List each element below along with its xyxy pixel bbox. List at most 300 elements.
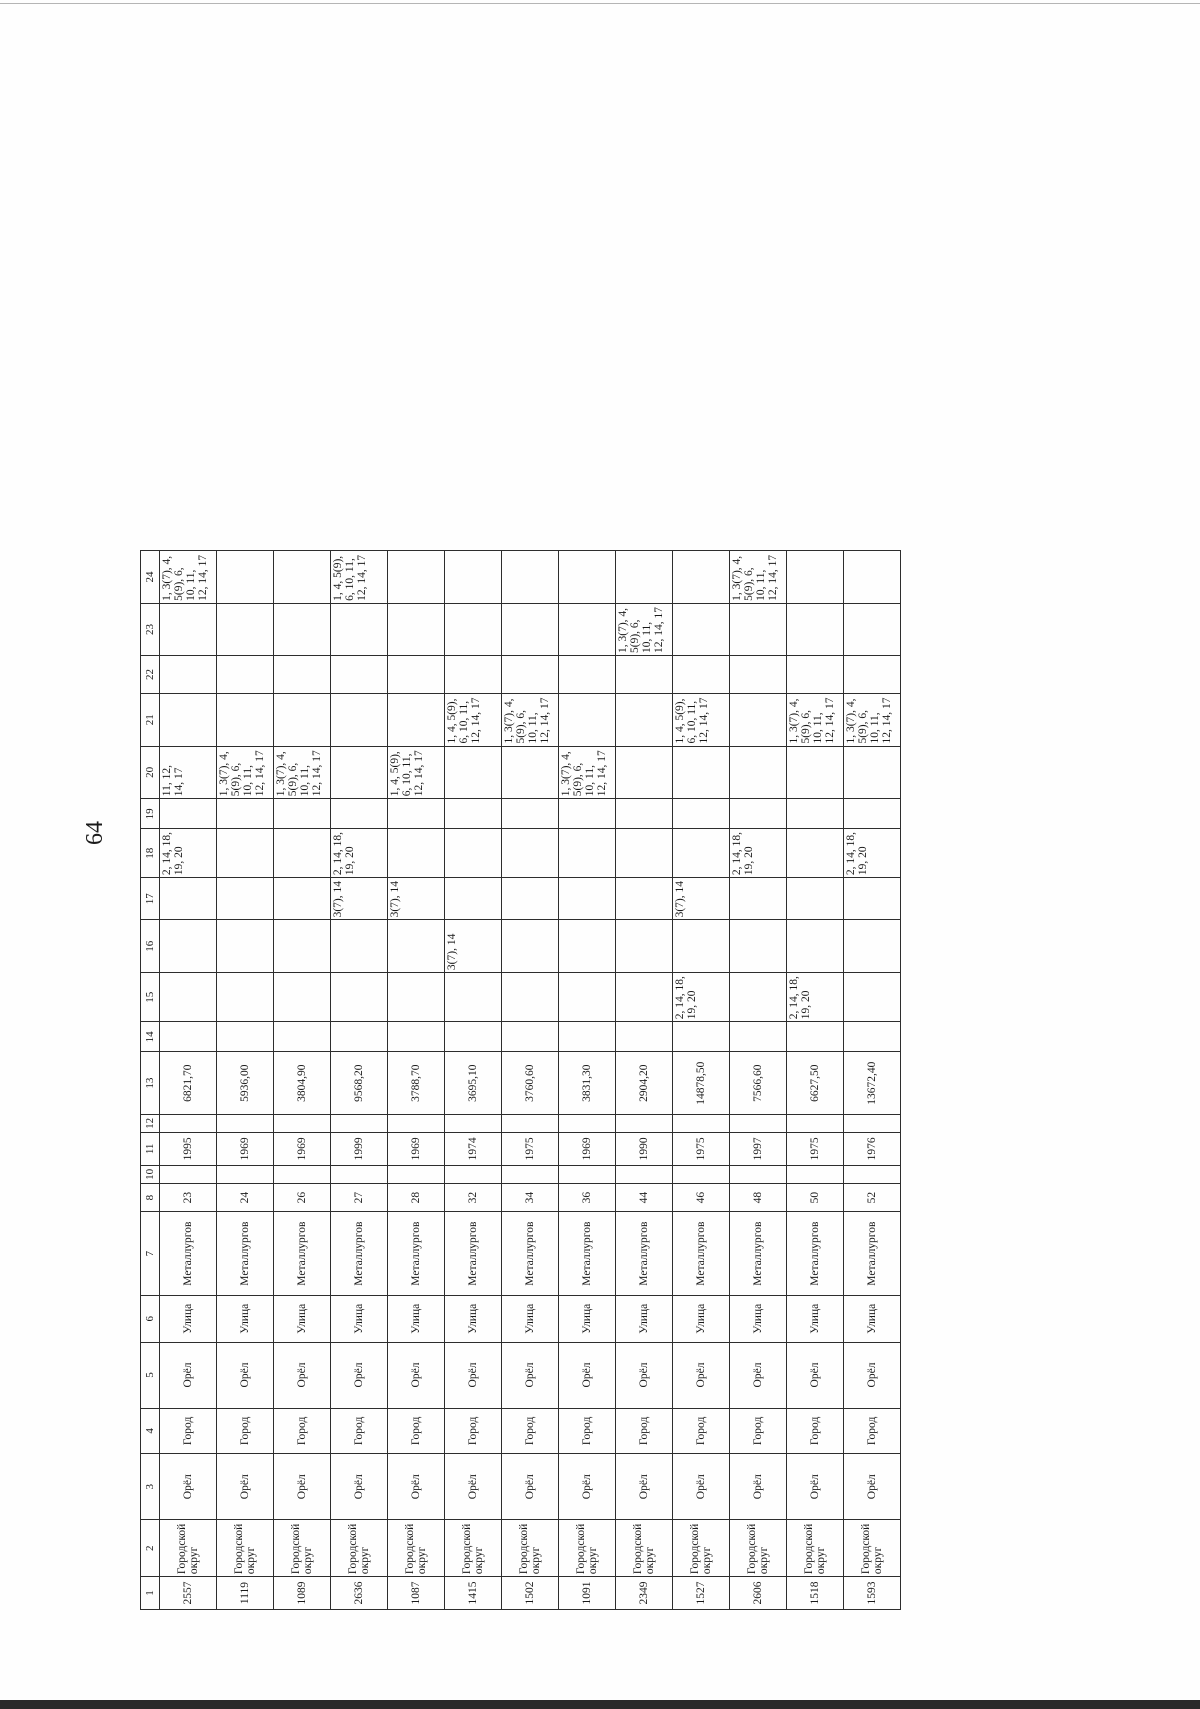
table-cell: Улица	[559, 1296, 616, 1342]
table-cell	[502, 1114, 559, 1132]
table-cell	[559, 799, 616, 829]
table-cell	[502, 920, 559, 973]
table-row	[331, 551, 388, 1610]
table-cell: Улица	[160, 1296, 217, 1342]
table-cell: 1, 3(7), 4, 5(9), 6, 10, 11, 12, 14, 17	[559, 746, 616, 799]
table-cell: Город	[160, 1408, 217, 1454]
table-cell: 26	[274, 1184, 331, 1212]
column-header: 6	[141, 1296, 160, 1342]
table-cell: Город	[844, 1408, 901, 1454]
table-row	[445, 551, 502, 1610]
table-cell	[217, 656, 274, 694]
table-row	[502, 551, 559, 1610]
table-cell: 6821,70	[160, 1052, 217, 1114]
table-cell: Орёл	[730, 1342, 787, 1408]
table-cell: Орёл	[217, 1454, 274, 1520]
table-cell	[445, 1165, 502, 1183]
table-cell: 1091	[559, 1577, 616, 1610]
table-cell: Улица	[616, 1296, 673, 1342]
column-header: 17	[141, 878, 160, 920]
table-cell	[331, 1114, 388, 1132]
table-cell: Улица	[217, 1296, 274, 1342]
table-cell	[616, 746, 673, 799]
table-cell: Орёл	[673, 1342, 730, 1408]
table-cell	[787, 551, 844, 604]
table-cell: 27	[331, 1184, 388, 1212]
table-cell: Металлургов	[616, 1212, 673, 1296]
table-cell	[616, 878, 673, 920]
table-cell	[616, 1165, 673, 1183]
table-cell	[730, 920, 787, 973]
table-cell	[673, 656, 730, 694]
table-cell: Город	[787, 1408, 844, 1454]
table-cell	[217, 920, 274, 973]
table-cell	[616, 551, 673, 604]
table-cell	[274, 1165, 331, 1183]
table-cell	[502, 799, 559, 829]
column-header: 11	[141, 1132, 160, 1165]
table-cell: 2636	[331, 1577, 388, 1610]
table-cell	[559, 973, 616, 1022]
table-cell	[616, 799, 673, 829]
table-cell	[844, 656, 901, 694]
table-cell	[331, 973, 388, 1022]
table-cell: 1976	[844, 1132, 901, 1165]
table-cell	[388, 693, 445, 746]
column-header: 16	[141, 920, 160, 973]
table-cell: 1087	[388, 1577, 445, 1610]
table-cell: 2904,20	[616, 1052, 673, 1114]
table-cell: 1969	[217, 1132, 274, 1165]
table-cell	[616, 973, 673, 1022]
table-cell	[445, 603, 502, 655]
table-cell: Орёл	[445, 1454, 502, 1520]
table-cell: 1974	[445, 1132, 502, 1165]
table-cell: Металлургов	[160, 1212, 217, 1296]
table-cell: Орёл	[160, 1454, 217, 1520]
table-cell: 1995	[160, 1132, 217, 1165]
table-cell: Городской округ	[559, 1520, 616, 1577]
table-cell: Город	[730, 1408, 787, 1454]
table-cell: 34	[502, 1184, 559, 1212]
table-cell: 3788,70	[388, 1052, 445, 1114]
table-cell	[445, 878, 502, 920]
table-cell	[445, 973, 502, 1022]
table-cell	[502, 551, 559, 604]
table-cell	[730, 1022, 787, 1052]
table-cell	[673, 1165, 730, 1183]
table-cell	[217, 603, 274, 655]
table-cell: 1, 3(7), 4, 5(9), 6, 10, 11, 12, 14, 17	[274, 746, 331, 799]
table-cell	[787, 920, 844, 973]
table-cell: Городской округ	[844, 1520, 901, 1577]
table-cell: 3804,90	[274, 1052, 331, 1114]
table-cell	[844, 1165, 901, 1183]
table-cell	[274, 829, 331, 878]
table-cell	[559, 656, 616, 694]
table-cell	[787, 829, 844, 878]
table-cell: 1975	[787, 1132, 844, 1165]
table-cell: Улица	[388, 1296, 445, 1342]
table-cell: Улица	[787, 1296, 844, 1342]
table-cell: Городской округ	[445, 1520, 502, 1577]
table-cell: Город	[217, 1408, 274, 1454]
table-cell: Город	[673, 1408, 730, 1454]
table-cell: Город	[445, 1408, 502, 1454]
column-header: 13	[141, 1052, 160, 1114]
table-cell: 44	[616, 1184, 673, 1212]
table-cell: 1502	[502, 1577, 559, 1610]
table-cell: 1, 4, 5(9), 6, 10, 11, 12, 14, 17	[331, 551, 388, 604]
table-cell	[844, 1022, 901, 1052]
table-cell: 1, 3(7), 4, 5(9), 6, 10, 11, 12, 14, 17	[160, 551, 217, 604]
column-header: 5	[141, 1342, 160, 1408]
table-cell: 11, 12, 14, 17	[160, 746, 217, 799]
table-row	[844, 551, 901, 1610]
table-cell	[787, 1114, 844, 1132]
table-cell: Орёл	[274, 1454, 331, 1520]
table-cell	[502, 878, 559, 920]
table-cell: 2557	[160, 1577, 217, 1610]
table-cell	[331, 746, 388, 799]
table-cell: Город	[616, 1408, 673, 1454]
table-cell: 2, 14, 18, 19, 20	[673, 973, 730, 1022]
table-cell	[844, 920, 901, 973]
table-cell	[160, 603, 217, 655]
column-header: 24	[141, 551, 160, 604]
table-cell	[217, 1114, 274, 1132]
table-cell: Орёл	[388, 1342, 445, 1408]
table-cell	[502, 603, 559, 655]
table-cell	[559, 920, 616, 973]
table-cell	[559, 1165, 616, 1183]
table-cell	[559, 1114, 616, 1132]
table-cell	[730, 1165, 787, 1183]
column-header: 1	[141, 1577, 160, 1610]
table-cell	[730, 603, 787, 655]
table-cell	[331, 799, 388, 829]
table-cell	[502, 973, 559, 1022]
table-cell: 1, 3(7), 4, 5(9), 6, 10, 11, 12, 14, 17	[730, 551, 787, 604]
table-cell: 1999	[331, 1132, 388, 1165]
table-cell: Орёл	[559, 1342, 616, 1408]
table-cell: 1969	[274, 1132, 331, 1165]
table-cell	[730, 1114, 787, 1132]
table-cell	[559, 829, 616, 878]
table-cell: Улица	[730, 1296, 787, 1342]
table-cell: 36	[559, 1184, 616, 1212]
column-header: 2	[141, 1520, 160, 1577]
table-cell: 13672,40	[844, 1052, 901, 1114]
table-cell: Орёл	[559, 1454, 616, 1520]
table-row	[673, 551, 730, 1610]
top-rule	[0, 3, 1200, 4]
table-cell: 1, 3(7), 4, 5(9), 6, 10, 11, 12, 14, 17	[787, 693, 844, 746]
table-cell: Металлургов	[787, 1212, 844, 1296]
table-cell: Орёл	[616, 1342, 673, 1408]
column-header: 10	[141, 1165, 160, 1183]
table-cell: 46	[673, 1184, 730, 1212]
table-cell: Городской округ	[502, 1520, 559, 1577]
table-cell	[217, 1165, 274, 1183]
table-cell	[331, 920, 388, 973]
table-cell: 3(7), 14	[445, 920, 502, 973]
table-cell: 1975	[673, 1132, 730, 1165]
table-cell: Городской округ	[331, 1520, 388, 1577]
table-cell	[673, 603, 730, 655]
table-cell	[160, 799, 217, 829]
table-cell	[616, 693, 673, 746]
table-cell	[274, 799, 331, 829]
table-cell	[673, 1022, 730, 1052]
table-cell	[274, 656, 331, 694]
table-cell: 3(7), 14	[331, 878, 388, 920]
table-cell	[217, 829, 274, 878]
table-cell	[331, 693, 388, 746]
table-cell	[844, 551, 901, 604]
column-header: 7	[141, 1212, 160, 1296]
table-cell: Металлургов	[502, 1212, 559, 1296]
table-cell	[787, 1022, 844, 1052]
table-cell	[844, 878, 901, 920]
table-cell: 7566,60	[730, 1052, 787, 1114]
table-cell	[559, 1022, 616, 1052]
table-cell: Улица	[673, 1296, 730, 1342]
table-cell	[445, 1022, 502, 1052]
table-cell	[445, 656, 502, 694]
table-cell	[844, 603, 901, 655]
table-cell: Городской округ	[160, 1520, 217, 1577]
table-cell	[388, 1022, 445, 1052]
column-header: 15	[141, 973, 160, 1022]
table-cell	[559, 603, 616, 655]
table-cell: 2, 14, 18, 19, 20	[787, 973, 844, 1022]
column-header: 4	[141, 1408, 160, 1454]
table-cell	[274, 693, 331, 746]
table-cell: 1119	[217, 1577, 274, 1610]
table-cell	[616, 1114, 673, 1132]
table-cell: Город	[331, 1408, 388, 1454]
table-cell: Металлургов	[331, 1212, 388, 1296]
table-cell	[445, 799, 502, 829]
table-cell	[274, 920, 331, 973]
table-cell	[787, 878, 844, 920]
table-cell	[844, 973, 901, 1022]
table-cell: 1969	[559, 1132, 616, 1165]
table-row	[787, 551, 844, 1610]
table-cell: Город	[274, 1408, 331, 1454]
table-cell	[274, 878, 331, 920]
table-cell: Металлургов	[274, 1212, 331, 1296]
table-cell: 48	[730, 1184, 787, 1212]
table-row	[217, 551, 274, 1610]
table-cell: Орёл	[844, 1342, 901, 1408]
table-cell	[274, 551, 331, 604]
table-cell: 1, 3(7), 4, 5(9), 6, 10, 11, 12, 14, 17	[844, 693, 901, 746]
table-cell	[616, 920, 673, 973]
table-cell: 1518	[787, 1577, 844, 1610]
table-cell: 1, 4, 5(9), 6, 10, 11, 12, 14, 17	[445, 693, 502, 746]
table-row	[274, 551, 331, 1610]
table-cell	[559, 551, 616, 604]
table-cell	[844, 1114, 901, 1132]
table-cell	[730, 656, 787, 694]
table-cell	[217, 973, 274, 1022]
table-cell: 3831,30	[559, 1052, 616, 1114]
column-header: 12	[141, 1114, 160, 1132]
table-cell: 1, 3(7), 4, 5(9), 6, 10, 11, 12, 14, 17	[502, 693, 559, 746]
table-cell: Орёл	[730, 1454, 787, 1520]
table-cell: Орёл	[502, 1342, 559, 1408]
table-cell	[217, 799, 274, 829]
table-cell	[502, 829, 559, 878]
registry-table	[140, 550, 901, 1610]
table-cell: 2, 14, 18, 19, 20	[331, 829, 388, 878]
table-cell	[616, 656, 673, 694]
table-cell	[160, 878, 217, 920]
table-cell: 1, 3(7), 4, 5(9), 6, 10, 11, 12, 14, 17	[217, 746, 274, 799]
table-cell: 1089	[274, 1577, 331, 1610]
table-cell: Металлургов	[559, 1212, 616, 1296]
table-cell	[274, 603, 331, 655]
table-cell	[787, 799, 844, 829]
table-cell	[160, 1022, 217, 1052]
table-cell: Орёл	[388, 1454, 445, 1520]
table-cell	[673, 1114, 730, 1132]
table-cell	[388, 551, 445, 604]
table-row	[616, 551, 673, 1610]
table-cell	[502, 1022, 559, 1052]
table-cell: 52	[844, 1184, 901, 1212]
table-cell: Орёл	[673, 1454, 730, 1520]
table-cell: Улица	[274, 1296, 331, 1342]
table-cell: 1415	[445, 1577, 502, 1610]
table-cell: 32	[445, 1184, 502, 1212]
table-row	[559, 551, 616, 1610]
table-cell: Улица	[331, 1296, 388, 1342]
table-cell	[388, 1165, 445, 1183]
table-cell	[274, 973, 331, 1022]
table-cell: Улица	[445, 1296, 502, 1342]
table-cell	[217, 1022, 274, 1052]
table-cell	[388, 656, 445, 694]
table-cell	[673, 551, 730, 604]
column-header: 8	[141, 1184, 160, 1212]
table-cell	[388, 920, 445, 973]
table-cell: Орёл	[787, 1454, 844, 1520]
table-cell: Орёл	[787, 1342, 844, 1408]
table-cell	[217, 878, 274, 920]
table-cell: Улица	[844, 1296, 901, 1342]
table-cell: 1969	[388, 1132, 445, 1165]
table-cell: 3(7), 14	[673, 878, 730, 920]
table-cell: 14878,50	[673, 1052, 730, 1114]
table-cell	[730, 746, 787, 799]
table-cell: 2606	[730, 1577, 787, 1610]
table-cell	[160, 973, 217, 1022]
table-cell: 50	[787, 1184, 844, 1212]
column-header: 14	[141, 1022, 160, 1052]
table-cell: 3760,60	[502, 1052, 559, 1114]
table-cell: 1, 4, 5(9), 6, 10, 11, 12, 14, 17	[388, 746, 445, 799]
table-cell: Орёл	[274, 1342, 331, 1408]
header-row	[141, 551, 160, 1610]
table-row	[160, 551, 217, 1610]
table-cell	[787, 603, 844, 655]
table-cell	[388, 1114, 445, 1132]
table-body	[141, 551, 901, 1610]
table-cell: Городской округ	[787, 1520, 844, 1577]
table-cell	[388, 973, 445, 1022]
table-cell: Орёл	[502, 1454, 559, 1520]
table-cell: 1975	[502, 1132, 559, 1165]
table-cell	[616, 1022, 673, 1052]
table-cell	[388, 603, 445, 655]
table-cell	[673, 829, 730, 878]
table-cell	[673, 799, 730, 829]
table-cell	[787, 656, 844, 694]
table-cell	[844, 746, 901, 799]
table-cell	[559, 693, 616, 746]
table-cell: Город	[559, 1408, 616, 1454]
table-cell: Металлургов	[730, 1212, 787, 1296]
table-cell	[388, 799, 445, 829]
table-cell	[673, 920, 730, 973]
table-cell	[331, 1022, 388, 1052]
table-cell: 5936,00	[217, 1052, 274, 1114]
table-cell	[673, 746, 730, 799]
table-cell: 2349	[616, 1577, 673, 1610]
table-cell	[331, 1165, 388, 1183]
table-cell	[502, 746, 559, 799]
column-header: 3	[141, 1454, 160, 1520]
table-cell	[160, 656, 217, 694]
table-cell	[787, 1165, 844, 1183]
table-cell	[616, 829, 673, 878]
table-cell: 1527	[673, 1577, 730, 1610]
table-cell: Орёл	[217, 1342, 274, 1408]
table-cell	[787, 746, 844, 799]
table-cell: 1990	[616, 1132, 673, 1165]
table-cell: 9568,20	[331, 1052, 388, 1114]
table-cell	[445, 829, 502, 878]
table-cell	[730, 799, 787, 829]
column-header: 22	[141, 656, 160, 694]
table-cell: Орёл	[616, 1454, 673, 1520]
table-cell	[388, 829, 445, 878]
column-header: 19	[141, 799, 160, 829]
table-cell	[160, 693, 217, 746]
table-cell	[502, 656, 559, 694]
page-number: 64	[82, 821, 108, 845]
table-cell	[445, 1114, 502, 1132]
table-cell: 1, 4, 5(9), 6, 10, 11, 12, 14, 17	[673, 693, 730, 746]
table-cell: 28	[388, 1184, 445, 1212]
table-cell	[559, 878, 616, 920]
table-cell: Город	[388, 1408, 445, 1454]
table-cell: Орёл	[331, 1454, 388, 1520]
table-cell	[331, 656, 388, 694]
table-cell	[274, 1114, 331, 1132]
table-cell: 3(7), 14	[388, 878, 445, 920]
table-cell	[160, 920, 217, 973]
table-row	[388, 551, 445, 1610]
table-cell: Металлургов	[844, 1212, 901, 1296]
column-header: 18	[141, 829, 160, 878]
table-cell: Городской округ	[616, 1520, 673, 1577]
table-cell	[502, 1165, 559, 1183]
table-cell: 1593	[844, 1577, 901, 1610]
